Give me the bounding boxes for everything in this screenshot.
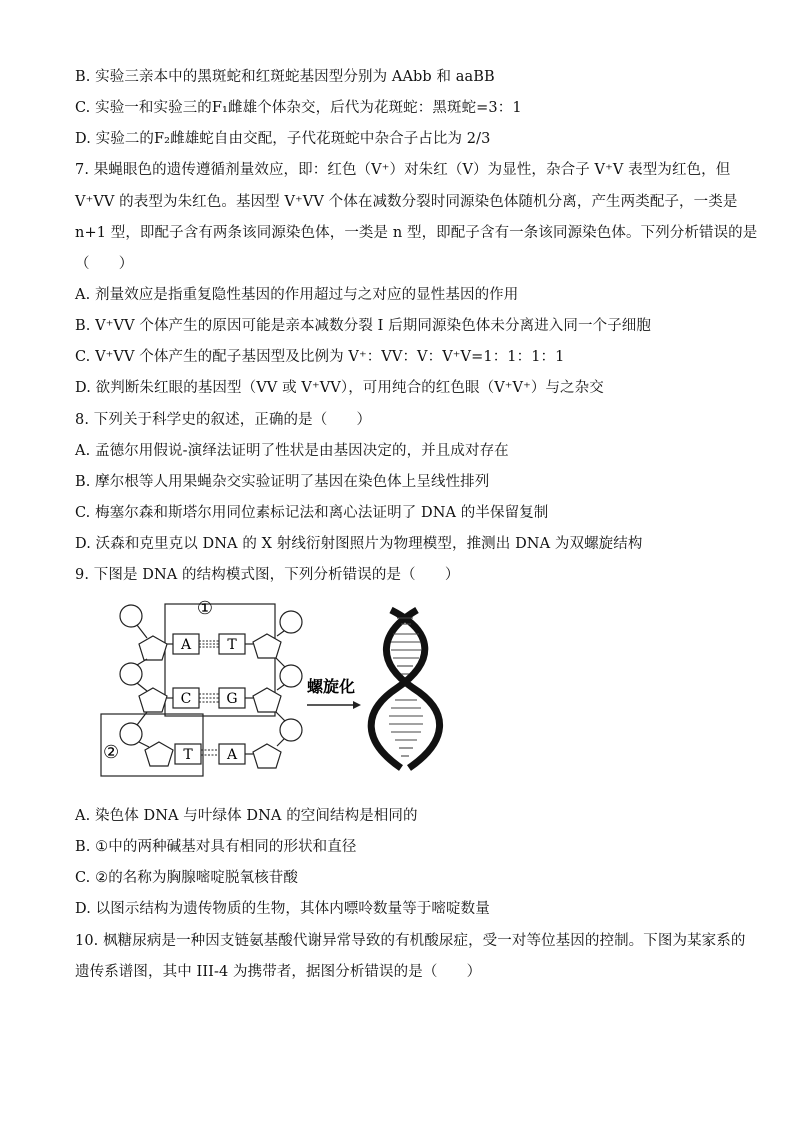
- svg-text:T: T: [227, 637, 237, 653]
- sugar-left-2: [139, 688, 167, 712]
- dna-structure-figure: [95, 592, 455, 792]
- label-2: ②: [103, 742, 120, 763]
- option-9a: A. 染色体 DNA 与叶绿体 DNA 的空间结构是相同的: [75, 808, 418, 824]
- phosphate-left-3: [120, 723, 142, 745]
- arrow-label: 螺旋化: [307, 677, 356, 696]
- option-9b: B. ①中的两种碱基对具有相同的形状和直径: [75, 839, 357, 855]
- question-7-line-1: 7. 果蝇眼色的遗传遵循剂量效应，即：红色（V⁺）对朱红（V）为显性，杂合子 V⁺V 表型为红色，但: [75, 162, 731, 178]
- phosphate-right-2: [280, 665, 302, 687]
- option-7a: A. 剂量效应是指重复隐性基因的作用超过与之对应的显性基因的作用: [75, 287, 519, 303]
- question-7-line-3: n+1 型，即配子含有两条该同源染色体，一类是 n 型，即配子含有一条该同源染色体。下列分析错误的是: [75, 225, 758, 241]
- svg-text:A: A: [226, 747, 238, 763]
- option-8c: C. 梅塞尔森和斯塔尔用同位素标记法和离心法证明了 DNA 的半保留复制: [75, 505, 549, 521]
- svg-text:G: G: [226, 691, 238, 707]
- option-6c: C. 实验一和实验三的F₁雌雄个体杂交，后代为花斑蛇：黑斑蛇=3：1: [75, 100, 522, 116]
- phosphate-left-2: [120, 663, 142, 685]
- question-7-line-2: V⁺VV 的表型为朱红色。基因型 V⁺VV 个体在减数分裂时同源染色体随机分离，产生两类配子，一类是: [75, 194, 738, 210]
- option-7b: B. V⁺VV 个体产生的原因可能是亲本减数分裂 I 后期同源染色体未分离进入同一个子细胞: [75, 318, 651, 334]
- option-7d: D. 欲判断朱红眼的基因型（VV 或 V⁺VV），可用纯合的红色眼（V⁺V⁺）与之杂交: [75, 380, 604, 396]
- sugar-left-1: [139, 636, 167, 660]
- label-1: ①: [196, 598, 214, 619]
- phosphate-right-3: [280, 719, 302, 741]
- phosphate-left-1: [120, 605, 142, 627]
- svg-text:C: C: [180, 691, 192, 707]
- option-8b: B. 摩尔根等人用果蝇杂交实验证明了基因在染色体上呈线性排列: [75, 474, 490, 490]
- question-9: 9. 下图是 DNA 的结构模式图，下列分析错误的是（ ）: [75, 567, 460, 583]
- sugar-right-1: [253, 634, 281, 658]
- option-9c: C. ②的名称为胸腺嘧啶脱氧核苷酸: [75, 870, 298, 886]
- option-6b: B. 实验三亲本中的黑斑蛇和红斑蛇基因型分别为 AAbb 和 aaBB: [75, 69, 495, 85]
- sugar-right-2: [253, 688, 281, 712]
- question-10-line-2: 遗传系谱图，其中 III-4 为携带者，据图分析错误的是（ ）: [75, 964, 482, 980]
- phosphate-right-1: [280, 611, 302, 633]
- option-7c: C. V⁺VV 个体产生的配子基因型及比例为 V⁺：VV：V：V⁺V=1：1：1：1: [75, 349, 565, 365]
- svg-text:A: A: [180, 637, 192, 653]
- option-8d: D. 沃森和克里克以 DNA 的 X 射线衍射图照片为物理模型，推测出 DNA 为双螺旋结构: [75, 536, 643, 552]
- question-10-line-1: 10. 枫糖尿病是一种因支链氨基酸代谢异常导致的有机酸尿症，受一对等位基因的控制。下图为某家系的: [75, 933, 746, 949]
- sugar-left-3: [145, 742, 173, 766]
- arrow-head: [353, 701, 361, 709]
- option-6d: D. 实验二的F₂雌雄蛇自由交配，子代花斑蛇中杂合子占比为 2/3: [75, 131, 491, 147]
- svg-text:T: T: [183, 747, 193, 763]
- option-9d: D. 以图示结构为遗传物质的生物，其体内嘌呤数量等于嘧啶数量: [75, 901, 490, 917]
- sugar-right-3: [253, 744, 281, 768]
- dna-diagram: [95, 592, 455, 792]
- question-8: 8. 下列关于科学史的叙述，正确的是（ ）: [75, 412, 372, 428]
- option-8a: A. 孟德尔用假说-演绎法证明了性状是由基因决定的，并且成对存在: [75, 443, 509, 459]
- question-7-blank: （ ）: [75, 256, 134, 272]
- double-helix-icon: [371, 610, 439, 768]
